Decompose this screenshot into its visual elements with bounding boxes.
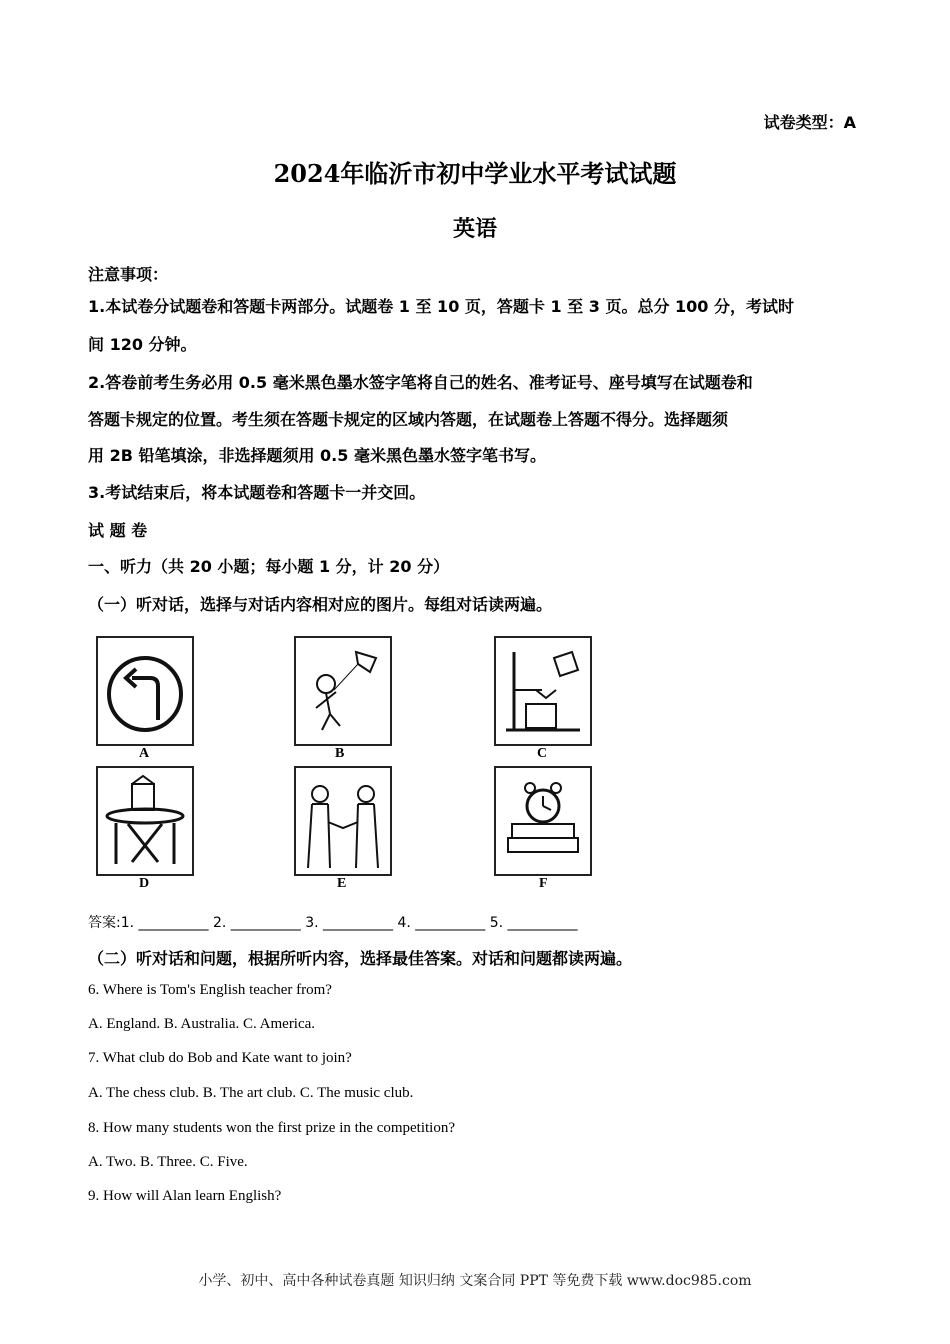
picture-label-b: B: [335, 746, 345, 761]
exam-title: 2024年临沂市初中学业水平考试试题: [273, 159, 677, 188]
notice-line-3: 2.答卷前考生务必用 0.5 毫米黑色墨水签字笔将自己的姓名、准考证号、座号填写在试题卷和: [88, 373, 753, 392]
picture-label-e: E: [337, 876, 347, 891]
question-9: 9. How will Alan learn English?: [88, 1188, 282, 1204]
picture-label-d: D: [139, 876, 150, 891]
milk-on-table-icon: [98, 768, 192, 874]
part-one-heading: 一、听力（共 20 小题；每小题 1 分，计 20 分）: [88, 557, 450, 576]
notice-heading: 注意事项：: [88, 265, 169, 284]
notice-line-2: 间 120 分钟。: [88, 335, 197, 354]
paper-label: 试 题 卷: [88, 521, 148, 540]
picture-label-f: F: [539, 876, 548, 891]
lab-experiment-icon: [496, 638, 590, 744]
picture-c: [494, 636, 592, 746]
question-7-options: A. The chess club. B. The art club. C. The music club.: [88, 1085, 414, 1101]
notice-line-4: 答题卡规定的位置。考生须在答题卡规定的区域内答题，在试题卷上答题不得分。选择题须: [88, 410, 729, 429]
answer-blanks[interactable]: 答案:1. __________ 2. __________ 3. __________ 4. __________ 5. __________: [88, 915, 578, 931]
question-6: 6. Where is Tom's English teacher from?: [88, 982, 332, 998]
turn-left-sign-icon: [98, 638, 192, 744]
section-one-instruction: （一）听对话，选择与对话内容相对应的图片。每组对话读两遍。: [88, 595, 553, 614]
picture-d: [96, 766, 194, 876]
picture-label-c: C: [537, 746, 548, 761]
picture-label-a: A: [139, 746, 150, 761]
section-two-instruction: （二）听对话和问题，根据所听内容，选择最佳答案。对话和问题都读两遍。: [88, 949, 633, 968]
alarm-clock-on-books-icon: [496, 768, 590, 874]
question-6-options: A. England. B. Australia. C. America.: [88, 1016, 316, 1032]
subject-title: 英语: [452, 216, 497, 242]
boy-flying-kite-icon: [296, 638, 390, 744]
picture-a: [96, 636, 194, 746]
question-7: 7. What club do Bob and Kate want to join?: [88, 1050, 352, 1066]
notice-line-6: 3.考试结束后，将本试题卷和答题卡一并交回。: [88, 483, 426, 502]
paper-type: 试卷类型：A: [763, 113, 856, 132]
handshake-icon: [296, 768, 390, 874]
notice-line-1: 1.本试卷分试题卷和答题卡两部分。试题卷 1 至 10 页，答题卡 1 至 3 页。总分 100 分，考试时: [88, 297, 794, 316]
question-8: 8. How many students won the first prize in the competition?: [88, 1120, 456, 1136]
notice-line-5: 用 2B 铅笔填涂，非选择题须用 0.5 毫米黑色墨水签字笔书写。: [88, 446, 546, 465]
picture-b: [294, 636, 392, 746]
footer-note: 小学、初中、高中各种试卷真题 知识归纳 文案合同 PPT 等免费下载 www.doc985.com: [198, 1273, 752, 1289]
question-8-options: A. Two. B. Three. C. Five.: [88, 1154, 248, 1170]
picture-e: [294, 766, 392, 876]
picture-f: [494, 766, 592, 876]
